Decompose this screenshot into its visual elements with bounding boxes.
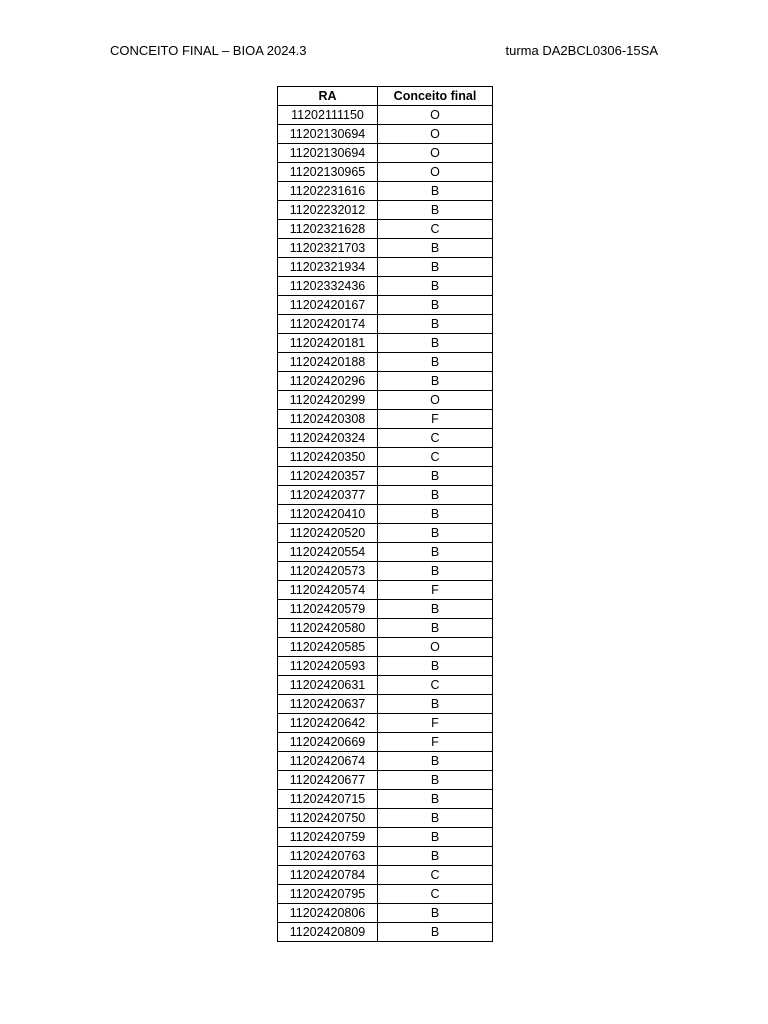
grade-cell: F	[378, 410, 493, 429]
grade-cell: B	[378, 847, 493, 866]
ra-cell: 11202420795	[278, 885, 378, 904]
ra-cell: 11202420520	[278, 524, 378, 543]
table-row	[278, 372, 493, 391]
grade-cell: B	[378, 334, 493, 353]
grade-cell: B	[378, 600, 493, 619]
table-row	[278, 296, 493, 315]
table-row	[278, 733, 493, 752]
table-row	[278, 334, 493, 353]
table-row	[278, 828, 493, 847]
ra-cell: 11202420631	[278, 676, 378, 695]
ra-cell: 11202232012	[278, 201, 378, 220]
grade-cell: O	[378, 638, 493, 657]
table-row	[278, 790, 493, 809]
grade-cell: B	[378, 486, 493, 505]
ra-cell: 11202420763	[278, 847, 378, 866]
table-header-row	[278, 87, 493, 106]
table-row	[278, 353, 493, 372]
table-row	[278, 524, 493, 543]
ra-cell: 11202420806	[278, 904, 378, 923]
grade-cell: B	[378, 619, 493, 638]
ra-cell: 11202420579	[278, 600, 378, 619]
table-row	[278, 163, 493, 182]
grades-table	[277, 86, 493, 942]
table-row	[278, 391, 493, 410]
table-row	[278, 315, 493, 334]
grade-cell: B	[378, 182, 493, 201]
grade-cell: C	[378, 429, 493, 448]
grade-cell: B	[378, 752, 493, 771]
grade-cell: O	[378, 391, 493, 410]
grade-cell: B	[378, 543, 493, 562]
ra-cell: 11202420677	[278, 771, 378, 790]
table-row	[278, 106, 493, 125]
ra-cell: 11202231616	[278, 182, 378, 201]
grade-cell: F	[378, 733, 493, 752]
grade-cell: B	[378, 201, 493, 220]
table-row	[278, 638, 493, 657]
document-title: CONCEITO FINAL – BIOA 2024.3	[110, 43, 307, 58]
table-row	[278, 543, 493, 562]
table-row	[278, 885, 493, 904]
table-row	[278, 657, 493, 676]
table-row	[278, 201, 493, 220]
table-row	[278, 676, 493, 695]
class-code: turma DA2BCL0306-15SA	[505, 43, 658, 58]
grade-cell: F	[378, 714, 493, 733]
ra-cell: 11202420809	[278, 923, 378, 942]
ra-cell: 11202130694	[278, 125, 378, 144]
table-row	[278, 220, 493, 239]
grade-cell: B	[378, 524, 493, 543]
table-row	[278, 144, 493, 163]
grade-cell: B	[378, 790, 493, 809]
ra-cell: 11202420784	[278, 866, 378, 885]
table-row	[278, 771, 493, 790]
ra-cell: 11202321703	[278, 239, 378, 258]
grade-cell: O	[378, 163, 493, 182]
grade-cell: B	[378, 809, 493, 828]
ra-cell: 11202420669	[278, 733, 378, 752]
column-header-grade: Conceito final	[378, 87, 493, 106]
grade-cell: B	[378, 258, 493, 277]
ra-cell: 11202420585	[278, 638, 378, 657]
ra-cell: 11202420759	[278, 828, 378, 847]
ra-cell: 11202420580	[278, 619, 378, 638]
ra-cell: 11202420357	[278, 467, 378, 486]
grade-cell: B	[378, 505, 493, 524]
ra-cell: 11202420174	[278, 315, 378, 334]
grade-cell: O	[378, 106, 493, 125]
table-row	[278, 847, 493, 866]
ra-cell: 11202420637	[278, 695, 378, 714]
table-row	[278, 486, 493, 505]
table-row	[278, 467, 493, 486]
ra-cell: 11202420308	[278, 410, 378, 429]
grade-cell: B	[378, 828, 493, 847]
ra-cell: 11202111150	[278, 106, 378, 125]
ra-cell: 11202420188	[278, 353, 378, 372]
ra-cell: 11202420410	[278, 505, 378, 524]
table-row	[278, 125, 493, 144]
grade-cell: B	[378, 904, 493, 923]
ra-cell: 11202420377	[278, 486, 378, 505]
table-row	[278, 410, 493, 429]
ra-cell: 11202130694	[278, 144, 378, 163]
grade-cell: C	[378, 676, 493, 695]
ra-cell: 11202420573	[278, 562, 378, 581]
table-row	[278, 714, 493, 733]
ra-cell: 11202420674	[278, 752, 378, 771]
grade-cell: O	[378, 125, 493, 144]
grade-cell: B	[378, 277, 493, 296]
grade-cell: C	[378, 866, 493, 885]
column-header-ra: RA	[278, 87, 378, 106]
ra-cell: 11202420574	[278, 581, 378, 600]
table-row	[278, 239, 493, 258]
grade-cell: B	[378, 372, 493, 391]
grade-cell: B	[378, 467, 493, 486]
table-row	[278, 581, 493, 600]
table-row	[278, 923, 493, 942]
table-row	[278, 904, 493, 923]
grade-cell: C	[378, 220, 493, 239]
table-row	[278, 258, 493, 277]
table-row	[278, 809, 493, 828]
table-row	[278, 182, 493, 201]
grade-cell: B	[378, 923, 493, 942]
ra-cell: 11202420324	[278, 429, 378, 448]
ra-cell: 11202420642	[278, 714, 378, 733]
ra-cell: 11202420296	[278, 372, 378, 391]
table-row	[278, 448, 493, 467]
ra-cell: 11202420593	[278, 657, 378, 676]
grade-cell: B	[378, 353, 493, 372]
grade-cell: B	[378, 562, 493, 581]
grade-cell: O	[378, 144, 493, 163]
grade-cell: B	[378, 657, 493, 676]
table-row	[278, 562, 493, 581]
grade-cell: B	[378, 771, 493, 790]
ra-cell: 11202420554	[278, 543, 378, 562]
grade-cell: B	[378, 315, 493, 334]
ra-cell: 11202420299	[278, 391, 378, 410]
ra-cell: 11202420167	[278, 296, 378, 315]
grade-cell: B	[378, 296, 493, 315]
ra-cell: 11202420715	[278, 790, 378, 809]
grade-cell: C	[378, 448, 493, 467]
ra-cell: 11202130965	[278, 163, 378, 182]
grades-table-body	[278, 106, 493, 942]
ra-cell: 11202321934	[278, 258, 378, 277]
table-row	[278, 866, 493, 885]
ra-cell: 11202420181	[278, 334, 378, 353]
table-row	[278, 277, 493, 296]
ra-cell: 11202420750	[278, 809, 378, 828]
table-row	[278, 600, 493, 619]
ra-cell: 11202321628	[278, 220, 378, 239]
grade-cell: F	[378, 581, 493, 600]
table-row	[278, 505, 493, 524]
table-row	[278, 619, 493, 638]
grade-cell: C	[378, 885, 493, 904]
table-row	[278, 695, 493, 714]
grade-cell: B	[378, 239, 493, 258]
table-row	[278, 429, 493, 448]
table-row	[278, 752, 493, 771]
ra-cell: 11202332436	[278, 277, 378, 296]
grade-cell: B	[378, 695, 493, 714]
ra-cell: 11202420350	[278, 448, 378, 467]
